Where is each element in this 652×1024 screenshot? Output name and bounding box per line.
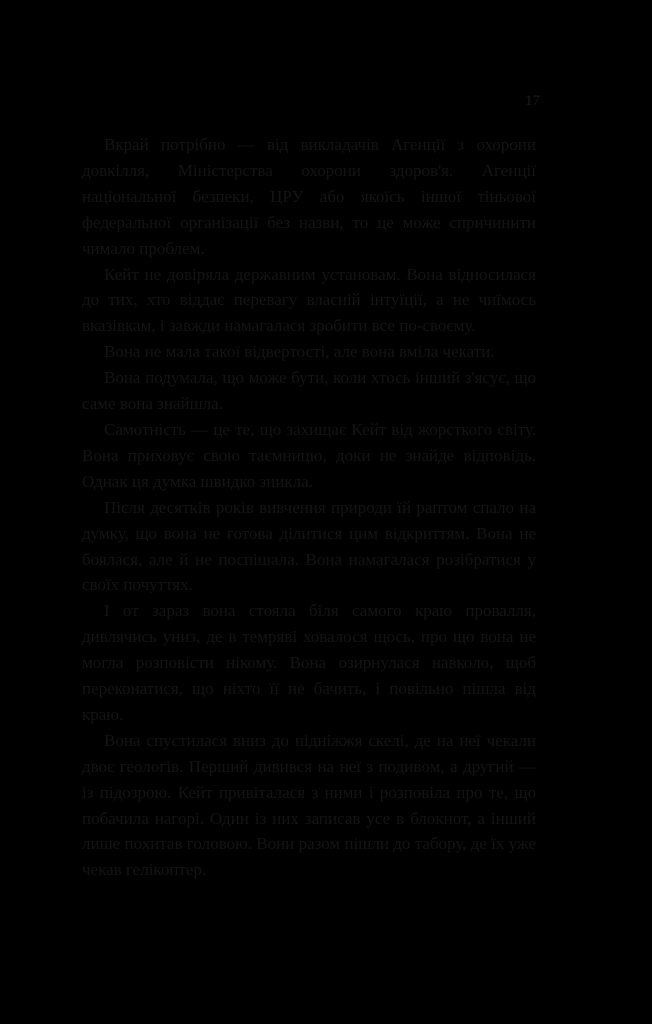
paragraph: Кейт не довіряла державним установам. Вона відносилася до тих, хто віддає перевагу власній інтуїції, а не чиїмось вказівкам, і завжди намагалася зробити все по-своєму. [82,264,536,336]
paragraph: І от зараз вона стояла біля самого краю провалля, дивлячись униз, де в темряві ховалося щось, про що вона не могла розповісти нікому. Вона озирнулася навколо, щоб переконатися, що ніхто її не бачить, і повільно пішла від краю. [82,601,536,724]
paragraph: Самотність — це те, що захищає Кейт від жорсткого світу. Вона приховує свою таємницю, доки не знайде відповідь. Однак ця думка швидко зникла. [82,419,536,491]
paragraph: Вкрай потрібно — від викладачів Агенції з охорони довкілля, Міністерства охорони здоров'я. Агенції національної безпеки, ЦРУ або якоїсь іншої тіньової федеральної організації без назви, то це може спричинити чимало проблем. [82,135,536,258]
paragraph: Вона не мала такої відвертості, але вона вміла чекати. [104,342,495,362]
paragraph: Вона спустилася вниз до підніжжя скелі, де на неї чекали двоє геологів. Перший дивився на неї з подивом, а другий — із підозрою. Кейт привіталася з ними і розповіла про те, що побачила нагорі. Один із них записав усе в блокнот, а інший лише похитав головою. Вони разом пішли до табору, де їх уже чекав гелікоптер. [82,730,536,880]
body-text [82,132,536,883]
paragraph: Вона подумала, що може бути, коли хтось інший з'ясує, що саме вона знайшла. [82,368,536,414]
page-number: 17 [525,93,540,109]
paragraph: Після десятків років вивчення природи їй раптом спало на думку, що вона не готова ділитися цим відкриттям. Вона не боялася, але й не поспішала. Вона намагалася розібратися у своїх почуттях. [82,497,536,595]
